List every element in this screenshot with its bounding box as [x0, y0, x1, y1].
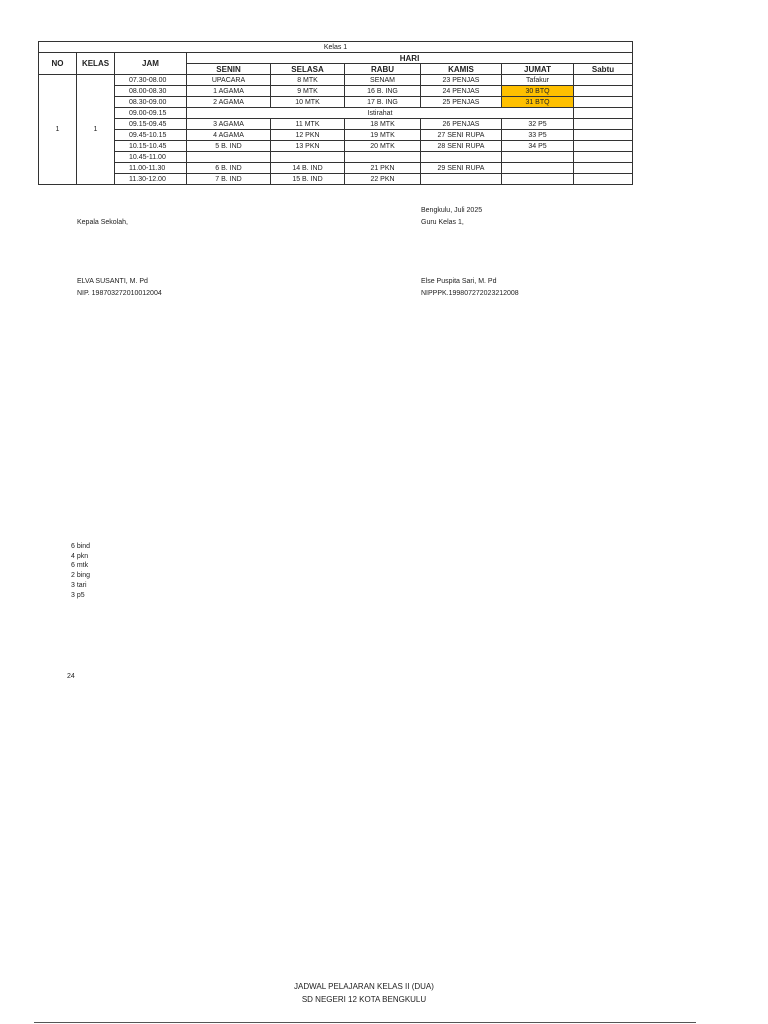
- cell: 13 PKN: [271, 141, 345, 152]
- cell: 14 B. IND: [271, 163, 345, 174]
- cell: [574, 119, 633, 130]
- cell: [502, 163, 574, 174]
- cell: 16 B. ING: [345, 86, 421, 97]
- cell: [421, 152, 502, 163]
- list-item: 4 pkn: [71, 552, 89, 560]
- header-day: JUMAT: [502, 64, 574, 75]
- cell: UPACARA: [187, 75, 271, 86]
- teacher-id: NIPPPK.199807272023212008: [421, 290, 519, 297]
- cell: [574, 86, 633, 97]
- cell: 9 MTK: [271, 86, 345, 97]
- cell: [574, 130, 633, 141]
- cell: 5 B. IND: [187, 141, 271, 152]
- table-row: [39, 108, 633, 119]
- cell: 15 B. IND: [271, 174, 345, 185]
- cell: [345, 152, 421, 163]
- jam-cell: 09.15-09.45: [115, 119, 187, 130]
- jam-cell: 07.30-08.00: [115, 75, 187, 86]
- cell-highlighted: 31 BTQ: [502, 97, 574, 108]
- cell: [271, 152, 345, 163]
- cell: [502, 174, 574, 185]
- schedule-table: [38, 41, 633, 185]
- cell: 20 MTK: [345, 141, 421, 152]
- footer-title: JADWAL PELAJARAN KELAS II (DUA): [294, 982, 434, 991]
- cell: [574, 174, 633, 185]
- cell: 19 MTK: [345, 130, 421, 141]
- cell: 22 PKN: [345, 174, 421, 185]
- cell: SENAM: [345, 75, 421, 86]
- cell: [574, 141, 633, 152]
- table-caption: Kelas 1: [39, 42, 633, 53]
- header-day: SELASA: [271, 64, 345, 75]
- table-row: [39, 86, 633, 97]
- cell: 17 B. ING: [345, 97, 421, 108]
- jam-cell: 10.45-11.00: [115, 152, 187, 163]
- kelas-cell: 1: [77, 75, 115, 185]
- jam-cell: 11.00-11.30: [115, 163, 187, 174]
- header-day: SENIN: [187, 64, 271, 75]
- list-item: 3 tari: [71, 581, 87, 589]
- cell: 7 B. IND: [187, 174, 271, 185]
- table-row: [39, 174, 633, 185]
- list-item: 6 mtk: [71, 562, 89, 570]
- list-item: 3 p5: [71, 591, 85, 599]
- no-cell: 1: [39, 75, 77, 185]
- cell: 18 MTK: [345, 119, 421, 130]
- cell: 21 PKN: [345, 163, 421, 174]
- jam-cell: 11.30-12.00: [115, 174, 187, 185]
- jam-cell: 08.00-08.30: [115, 86, 187, 97]
- total-count: 24: [67, 673, 75, 680]
- cell: 8 MTK: [271, 75, 345, 86]
- header-no: NO: [39, 53, 77, 75]
- cell: 11 MTK: [271, 119, 345, 130]
- table-row: [39, 130, 633, 141]
- header-jam: JAM: [115, 53, 187, 75]
- teacher-title: Guru Kelas 1,: [421, 219, 464, 226]
- teacher-name: Else Puspita Sari, M. Pd: [421, 278, 497, 285]
- cell: 3 AGAMA: [187, 119, 271, 130]
- table-row: [39, 97, 633, 108]
- header-day: KAMIS: [421, 64, 502, 75]
- cell: 26 PENJAS: [421, 119, 502, 130]
- cell: Tafakur: [502, 75, 574, 86]
- header-kelas: KELAS: [77, 53, 115, 75]
- headmaster-id: NIP. 198703272010012004: [77, 290, 162, 297]
- cell: [187, 152, 271, 163]
- cell: 28 SENI RUPA: [421, 141, 502, 152]
- cell: [502, 152, 574, 163]
- header-day: Sabtu: [574, 64, 633, 75]
- list-item: 6 bind: [71, 543, 91, 550]
- cell: 27 SENI RUPA: [421, 130, 502, 141]
- header-hari: HARI: [187, 53, 633, 64]
- table-row: [39, 75, 633, 86]
- place-date: Bengkulu, Juli 2025: [421, 207, 483, 214]
- jam-cell: 09.45-10.15: [115, 130, 187, 141]
- jam-cell: 08.30-09.00: [115, 97, 187, 108]
- cell-highlighted: 30 BTQ: [502, 86, 574, 97]
- cell: 34 P5: [502, 141, 574, 152]
- cell: [574, 163, 633, 174]
- cell: 12 PKN: [271, 130, 345, 141]
- cell: 6 B. IND: [187, 163, 271, 174]
- cell: [574, 97, 633, 108]
- cell: 1 AGAMA: [187, 86, 271, 97]
- headmaster-name: ELVA SUSANTI, M. Pd: [77, 278, 148, 285]
- cell: 4 AGAMA: [187, 130, 271, 141]
- table-row: [39, 152, 633, 163]
- cell: 24 PENJAS: [421, 86, 502, 97]
- cell: 25 PENJAS: [421, 97, 502, 108]
- cell: 23 PENJAS: [421, 75, 502, 86]
- footer-school: SD NEGERI 12 KOTA BENGKULU: [301, 995, 427, 1004]
- table-row: [39, 141, 633, 152]
- jam-cell: 10.15-10.45: [115, 141, 187, 152]
- cell: [574, 75, 633, 86]
- cell: [574, 108, 633, 119]
- subject-counts-list: [71, 542, 90, 600]
- headmaster-title: Kepala Sekolah,: [77, 219, 128, 226]
- cell: 2 AGAMA: [187, 97, 271, 108]
- cell: 29 SENI RUPA: [421, 163, 502, 174]
- break-cell: Istirahat: [187, 108, 574, 119]
- footer-divider: [34, 1022, 696, 1023]
- cell: 10 MTK: [271, 97, 345, 108]
- list-item: 2 bing: [71, 572, 91, 580]
- cell: [421, 174, 502, 185]
- cell: 33 P5: [502, 130, 574, 141]
- jam-cell: 09.00-09.15: [115, 108, 187, 119]
- header-day: RABU: [345, 64, 421, 75]
- cell: [574, 152, 633, 163]
- table-row: [39, 119, 633, 130]
- table-row: [39, 163, 633, 174]
- cell: 32 P5: [502, 119, 574, 130]
